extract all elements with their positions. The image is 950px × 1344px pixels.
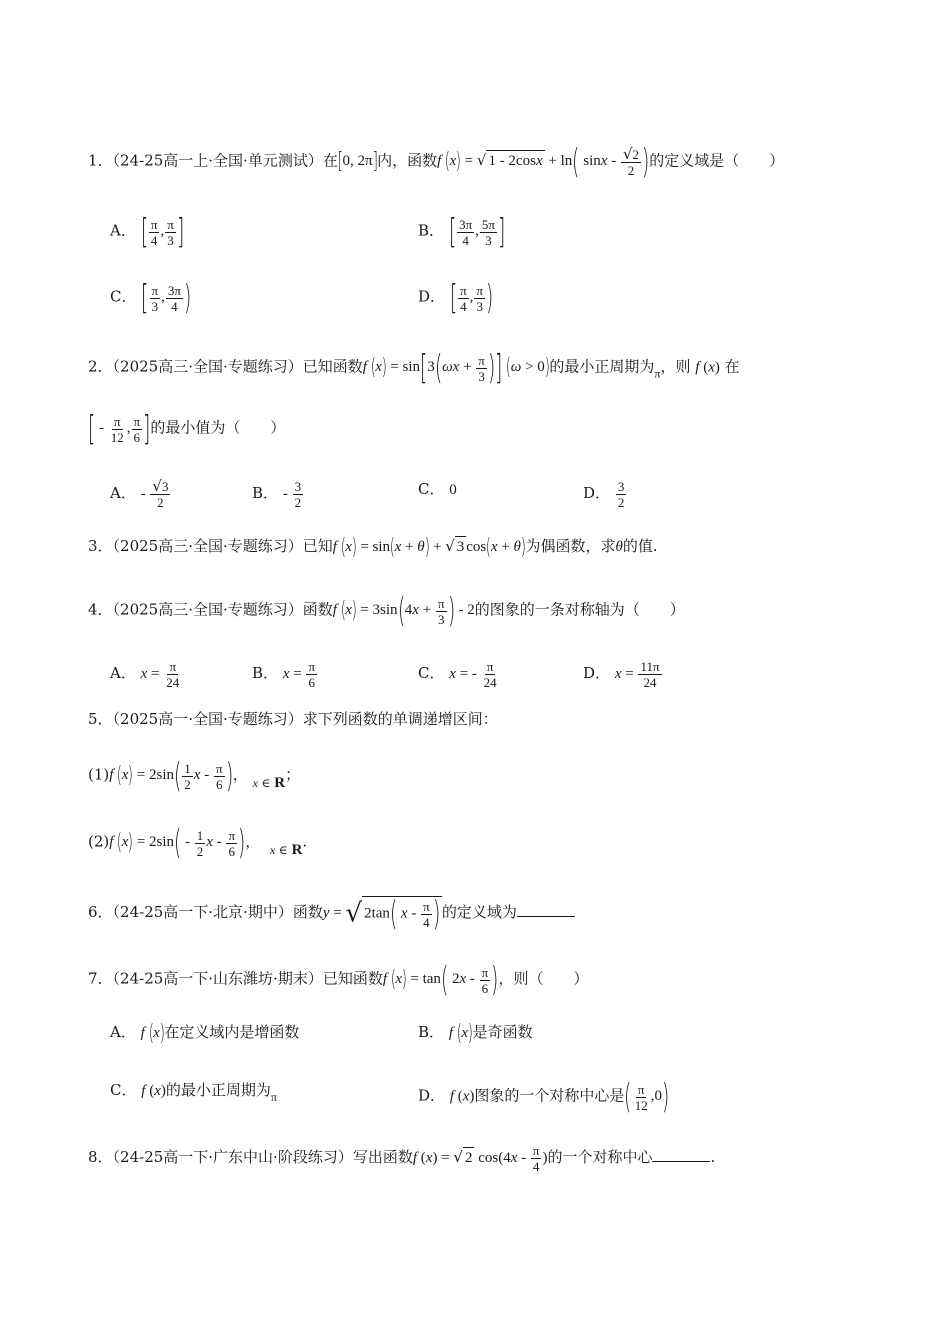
question-text: 的一个对称中心: [547, 1147, 653, 1166]
option-label: B．: [252, 483, 279, 502]
question-number: 2．: [88, 357, 113, 376]
option-b[interactable]: [418, 212, 506, 252]
option-label: D．: [583, 483, 611, 502]
option-formula: - $\frac{√3}{2}$: [140, 477, 169, 510]
question-source: （2025高一·全国·专题练习）: [112, 710, 303, 728]
answer-blank[interactable]: [652, 1147, 710, 1162]
formula-function: y = √ 2tan( x - $\frac{\pi}{4}$ ): [322, 894, 440, 934]
formula-function: f (x) = sin[3(ωx + $\frac{\pi}{3}$ )] (ω > 0): [362, 348, 550, 388]
question-text: 为偶函数，求: [525, 537, 616, 555]
option-formula: f (x): [448, 1020, 473, 1046]
option-label: C．: [110, 287, 137, 306]
option-c[interactable]: [418, 659, 500, 690]
option-d[interactable]: [583, 479, 627, 510]
question-text: 的最小正周期为: [549, 357, 655, 376]
question-5: [88, 709, 498, 729]
question-text: ，: [245, 832, 261, 851]
formula-pi: π: [654, 366, 661, 381]
option-label: A．: [110, 483, 136, 502]
question-4: [88, 591, 685, 631]
option-formula: f (x): [141, 1083, 166, 1099]
question-text: 已知函数: [302, 357, 363, 376]
option-a[interactable]: [110, 1022, 299, 1045]
formula-function: f (x) = 2sin( - $\frac{1}{2}$ x - $\frac{\pi}{6}$ ): [109, 823, 246, 863]
formula-interval: [0, 2π]: [337, 149, 378, 174]
question-source: （24-25高一下·山东潍坊·期末）: [112, 969, 323, 988]
question-7: [88, 960, 589, 1000]
option-label: A．: [110, 221, 136, 240]
formula-function: f (x) = 2sin( $\frac{1}{2}$ x - $\frac{\pi}{6}$ ): [109, 756, 233, 796]
option-b[interactable]: [418, 1022, 533, 1045]
question-text: 的图象的一条对称轴为（ ）: [474, 600, 685, 619]
question-source: （24-25高一上·全国·单元测试）: [112, 151, 323, 170]
question-text: 的定义域为: [441, 902, 517, 921]
question-source: （2025高三·全国·专题练习）: [112, 600, 303, 619]
question-text: 的最小值为（ ）: [150, 418, 286, 437]
option-b[interactable]: [252, 659, 318, 690]
question-text: ，则（ ）: [498, 969, 589, 988]
question-text: 已知函数: [322, 969, 383, 988]
question-number: 4．: [88, 600, 113, 619]
option-label: B．: [252, 663, 279, 682]
formula-domain: x ∈ R: [269, 842, 303, 859]
question-text: 求下列函数的单调递增区间：: [302, 710, 498, 728]
question-text: ，则: [660, 357, 691, 376]
option-formula: x = $\frac{\pi}{24}$: [140, 659, 180, 690]
answer-blank[interactable]: [517, 902, 575, 917]
question-number: 1．: [88, 151, 113, 170]
formula-interval: [ - $\frac{\pi}{12}$ , $\frac{\pi}{6}$ ]: [87, 409, 151, 449]
question-number: 7．: [88, 969, 113, 988]
option-label: D．: [418, 287, 446, 306]
option-formula: [ $\frac{\pi}{4}$ , $\frac{\pi}{3}$ ]: [140, 212, 185, 252]
question-text: 的值.: [622, 537, 658, 555]
option-label: B．: [418, 1023, 445, 1041]
option-c[interactable]: [110, 1080, 277, 1107]
question-text: 内，函数: [377, 151, 438, 170]
formula-domain: x ∈ R: [252, 775, 286, 792]
option-value: 0: [449, 482, 457, 498]
question-text: ，: [232, 765, 248, 784]
question-6: [88, 894, 575, 934]
question-source: （24-25高一下·北京·期中）: [112, 902, 293, 921]
question-number: 3．: [88, 537, 113, 555]
part-label: (2): [88, 832, 110, 851]
question-8: [88, 1143, 715, 1174]
option-c[interactable]: [418, 479, 457, 500]
option-b[interactable]: [252, 479, 304, 510]
question-text: ；: [285, 765, 301, 784]
option-formula: [ $\frac{3\pi}{4}$ , $\frac{5\pi}{3}$ ]: [448, 212, 506, 252]
option-a[interactable]: [110, 479, 171, 510]
question-text: 在: [322, 151, 338, 170]
formula-function: f (x) = sin(x + θ) + √ 3 cos(x + θ): [332, 534, 526, 560]
option-formula: [ $\frac{\pi}{4}$ , $\frac{\pi}{3}$ ): [449, 278, 494, 318]
option-label: C．: [418, 663, 445, 682]
option-label: C．: [418, 480, 445, 498]
option-label: A．: [110, 663, 136, 682]
option-a[interactable]: [110, 659, 182, 690]
question-number: 8．: [88, 1147, 113, 1166]
formula-fx: f (x): [695, 359, 720, 376]
option-formula: x = $\frac{11\pi}{24}$: [614, 659, 660, 690]
option-label: A．: [110, 1023, 136, 1041]
option-formula: $\frac{3}{2}$: [617, 479, 625, 510]
option-formula: [ $\frac{\pi}{3}$ , $\frac{3\pi}{4}$ ): [141, 278, 192, 318]
formula-pi: π: [270, 1090, 277, 1104]
part-label: (1): [88, 765, 110, 784]
question-number: 5．: [88, 710, 113, 728]
option-d[interactable]: [418, 1077, 670, 1117]
formula-function: f (x) = √ 2 cos(4x - $\frac{\pi}{4}$ ): [412, 1143, 548, 1174]
option-d[interactable]: [418, 278, 494, 318]
question-number: 6．: [88, 902, 113, 921]
question-text: 的定义域是（ ）: [649, 151, 785, 170]
option-label: D．: [418, 1086, 446, 1105]
question-text: 已知: [302, 537, 333, 555]
question-text: 写出函数: [352, 1147, 413, 1166]
option-label: B．: [418, 221, 445, 240]
formula-function: f (x) = tan( 2x - $\frac{\pi}{6}$ ): [382, 960, 499, 1000]
option-text: 是奇函数: [472, 1023, 533, 1041]
option-text: 的最小正周期为: [165, 1081, 271, 1099]
option-formula: f (x): [140, 1020, 165, 1046]
option-text: 在定义域内是增函数: [164, 1023, 300, 1041]
formula-point: ( $\frac{\pi}{12}$ ,0): [624, 1077, 670, 1117]
option-a[interactable]: [110, 212, 185, 252]
question-text: 在: [724, 357, 740, 376]
question-1: [88, 142, 785, 182]
option-formula: f (x): [449, 1088, 475, 1105]
question-2-cont: [87, 409, 286, 449]
option-c[interactable]: [110, 278, 192, 318]
question-text: 函数: [302, 600, 333, 619]
formula-theta: θ: [615, 539, 623, 555]
option-formula: - $\frac{3}{2}$: [282, 479, 302, 510]
formula-function: f (x) = √ 1 - 2cosx + ln( sinx - $\frac{√2}{2}$ ): [437, 142, 650, 182]
formula-function: f (x) = 3sin(4x + $\frac{\pi}{3}$ ) - 2: [332, 591, 475, 631]
option-label: D．: [583, 663, 611, 682]
question-source: （2025高三·全国·专题练习）: [112, 537, 303, 555]
question-2: [88, 348, 740, 388]
option-formula: x = - $\frac{\pi}{24}$: [449, 659, 497, 690]
question-source: （2025高三·全国·专题练习）: [112, 357, 303, 376]
option-label: C．: [110, 1081, 137, 1099]
option-text: 图象的一个对称中心是: [474, 1086, 625, 1105]
question-source: （24-25高一下·广东中山·阶段练习）: [112, 1147, 353, 1166]
question-text: 函数: [292, 902, 323, 921]
question-3: [88, 536, 658, 559]
option-d[interactable]: [583, 659, 663, 690]
question-text: .: [710, 1147, 716, 1166]
option-formula: x = $\frac{\pi}{6}$: [282, 659, 316, 690]
question-text: .: [302, 832, 308, 851]
question-5-part-1: [88, 756, 301, 796]
question-5-part-2: [88, 823, 308, 863]
